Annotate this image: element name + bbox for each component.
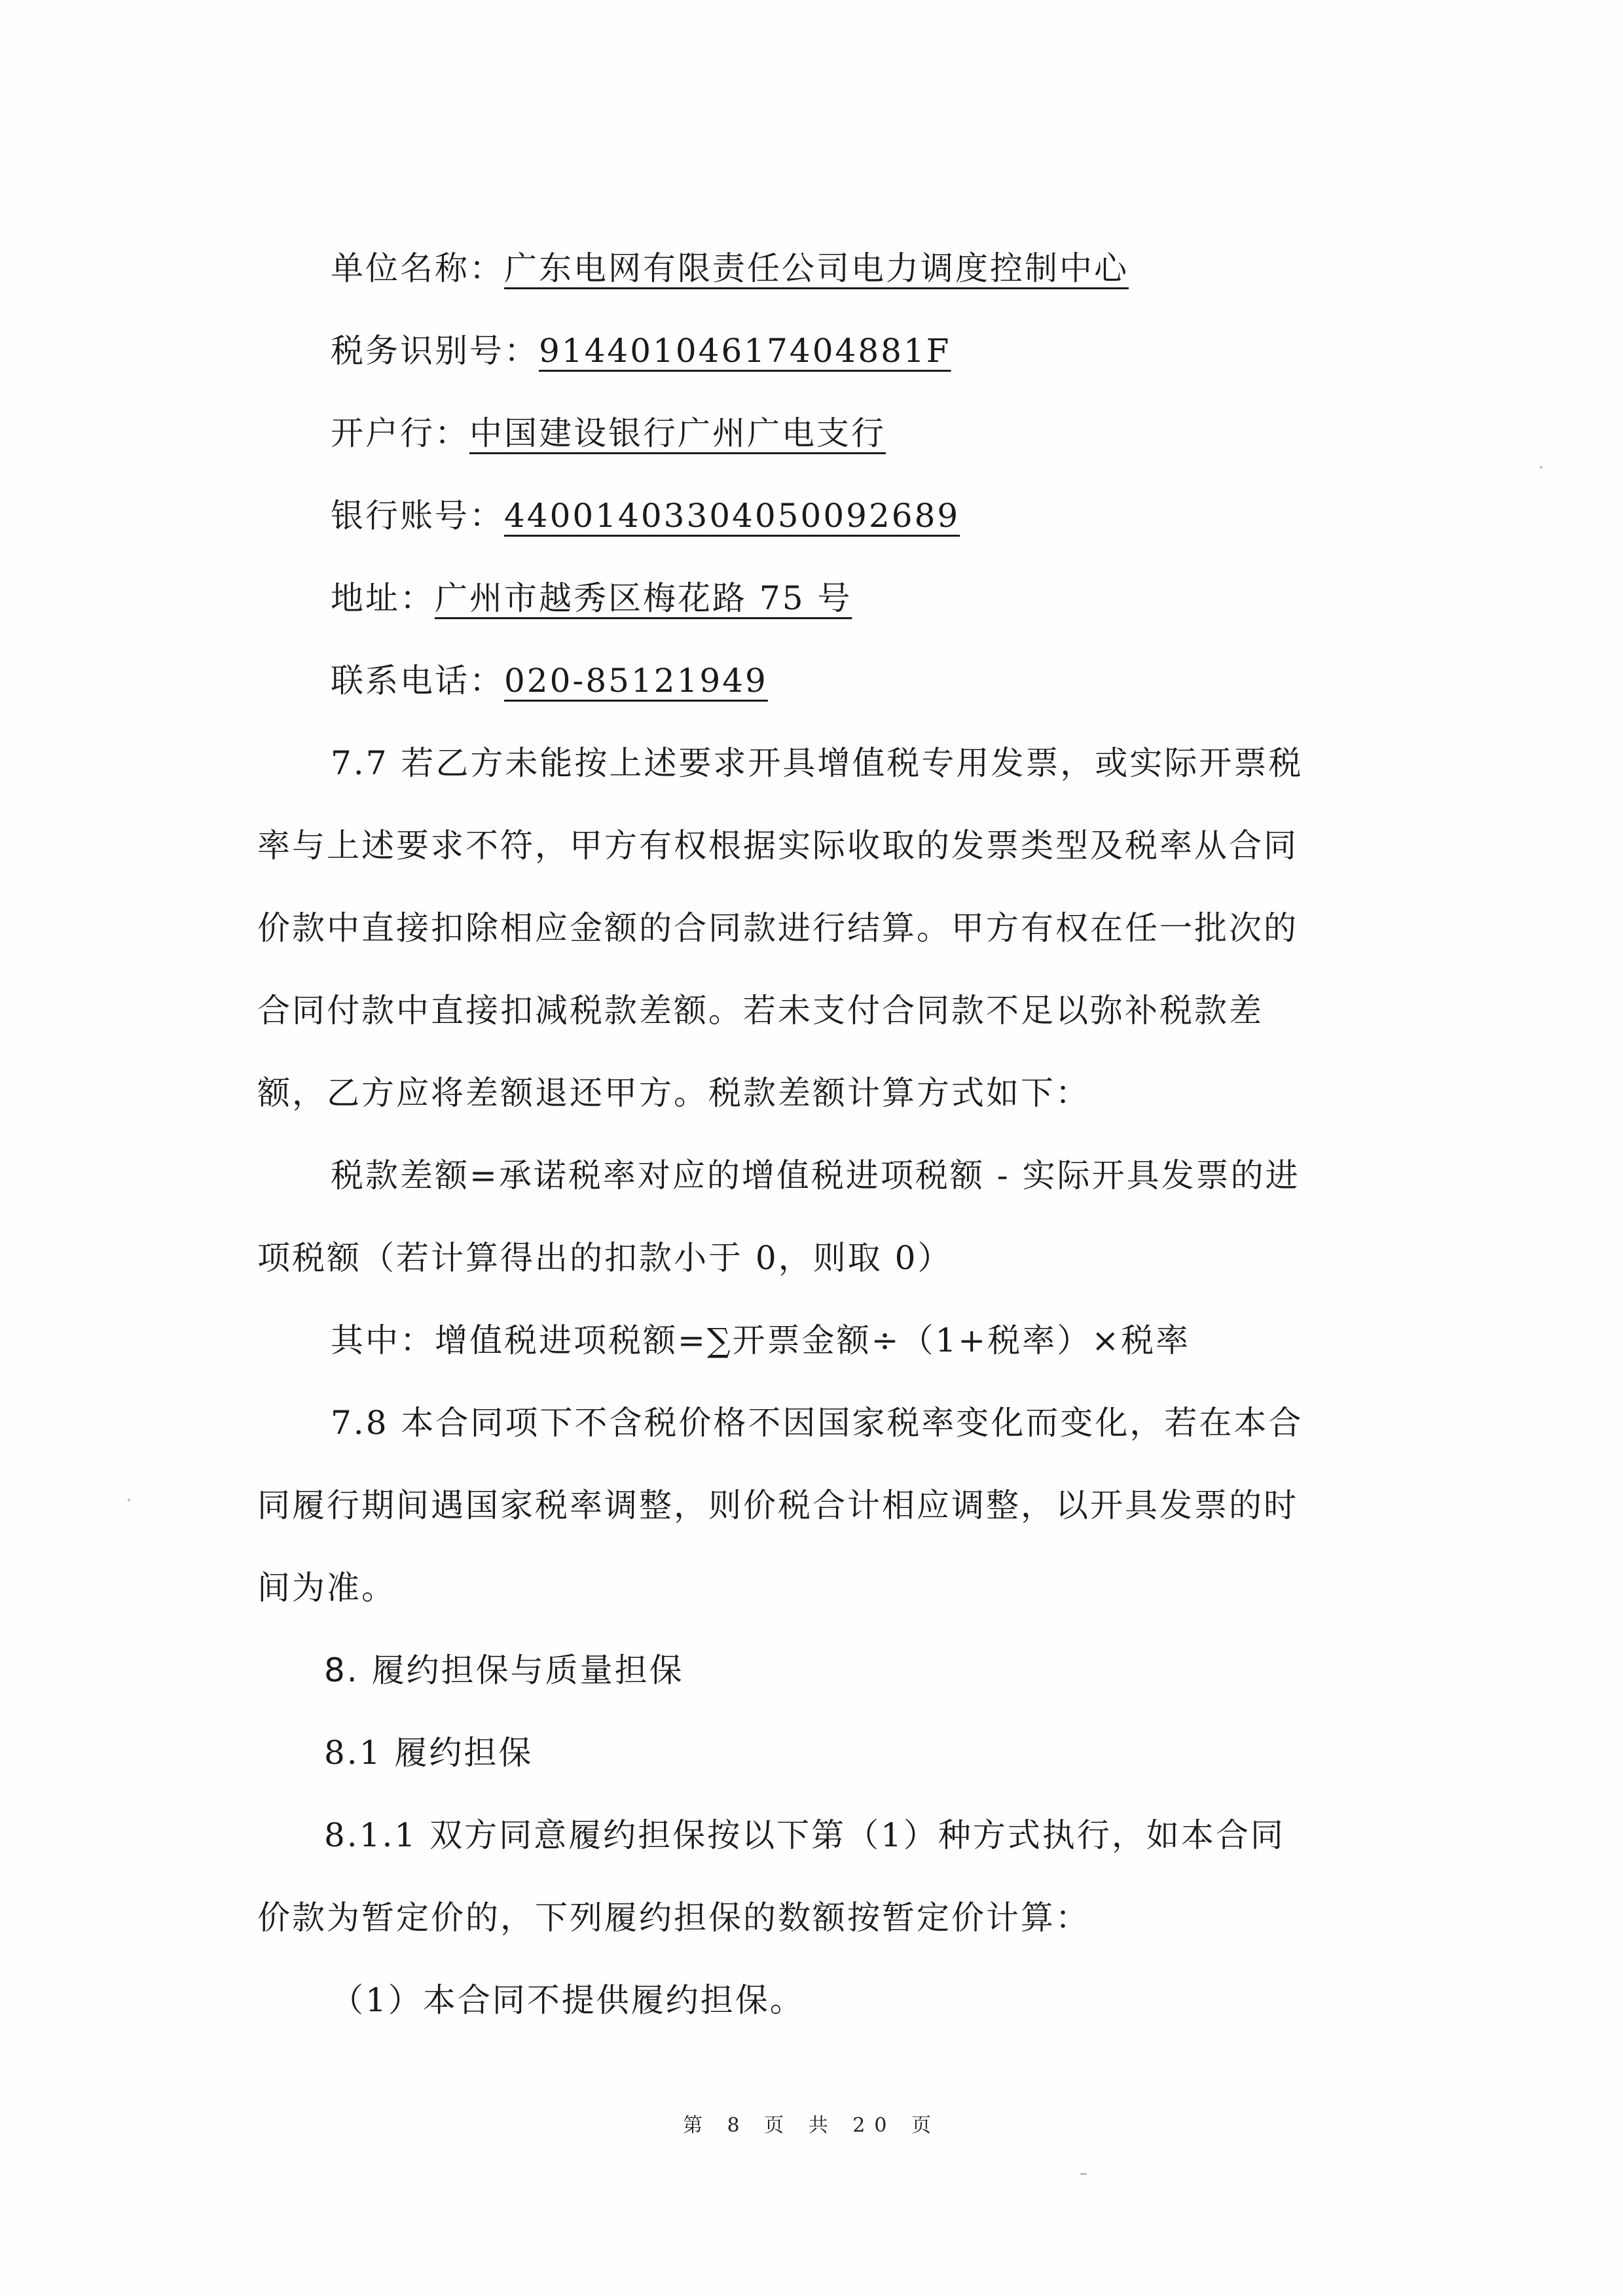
clause-7-7-line-1: 7.7 若乙方未能按上述要求开具增值税专用发票，或实际开票税 — [331, 744, 1304, 782]
clause-7-7-line-2: 率与上述要求不符，甲方有权根据实际收取的发票类型及税率从合同 — [257, 827, 1298, 865]
clause-7-7-line-5: 额，乙方应将差额退还甲方。税款差额计算方式如下： — [257, 1074, 1090, 1112]
formula-line-3: 其中：增值税进项税额=∑开票金额÷（1+税率）×税率 — [331, 1321, 1191, 1359]
bank-line — [331, 410, 886, 456]
clause-7-7-line-4: 合同付款中直接扣减税款差额。若未支付合同款不足以弥补税款差 — [257, 992, 1264, 1030]
scan-speck — [1540, 466, 1542, 469]
address-line — [331, 575, 852, 621]
address-value: 广州市越秀区梅花路 75 号 — [435, 579, 852, 617]
account-label: 银行账号： — [331, 497, 504, 535]
account-line — [331, 493, 960, 539]
phone-line — [331, 658, 768, 704]
clause-7-8-line-2: 同履行期间遇国家税率调整，则价税合计相应调整，以开具发票的时 — [257, 1486, 1298, 1524]
section-8-1-heading: 8.1 履约担保 — [324, 1734, 534, 1772]
clause-8-1-1-line-1: 8.1.1 双方同意履约担保按以下第（1）种方式执行，如本合同 — [324, 1816, 1285, 1854]
formula-line-1: 税款差额=承诺税率对应的增值税进项税额 - 实际开具发票的进 — [331, 1157, 1300, 1194]
tax-id-value: 91440104617404881F — [539, 332, 951, 370]
section-8-heading: 8. 履约担保与质量担保 — [324, 1651, 684, 1689]
phone-label: 联系电话： — [331, 662, 504, 700]
page-footer: 第 8 页 共 20 页 — [683, 2114, 940, 2137]
clause-7-7-line-3: 价款中直接扣除相应金额的合同款进行结算。甲方有权在任一批次的 — [257, 909, 1298, 947]
tax-id-label: 税务识别号： — [331, 332, 539, 370]
unit-name-value: 广东电网有限责任公司电力调度控制中心 — [504, 249, 1129, 287]
scan-speck — [128, 1499, 130, 1501]
address-label: 地址： — [331, 579, 435, 617]
scan-speck — [1080, 2173, 1087, 2175]
clause-8-1-1-item-1: （1）本合同不提供履约担保。 — [331, 1981, 805, 2019]
unit-name-label: 单位名称： — [331, 249, 504, 287]
bank-value: 中国建设银行广州广电支行 — [469, 414, 886, 452]
account-value: 44001403304050092689 — [504, 497, 960, 535]
bank-label: 开户行： — [331, 414, 469, 452]
tax-id-line — [331, 328, 951, 374]
clause-7-8-line-3: 间为准。 — [257, 1569, 396, 1607]
formula-line-2: 项税额（若计算得出的扣款小于 0，则取 0） — [257, 1239, 953, 1277]
unit-name-line — [331, 245, 1129, 291]
clause-7-8-line-1: 7.8 本合同项下不含税价格不因国家税率变化而变化，若在本合 — [331, 1404, 1304, 1442]
phone-value: 020-85121949 — [504, 662, 768, 700]
clause-8-1-1-line-2: 价款为暂定价的，下列履约担保的数额按暂定价计算： — [257, 1899, 1090, 1937]
